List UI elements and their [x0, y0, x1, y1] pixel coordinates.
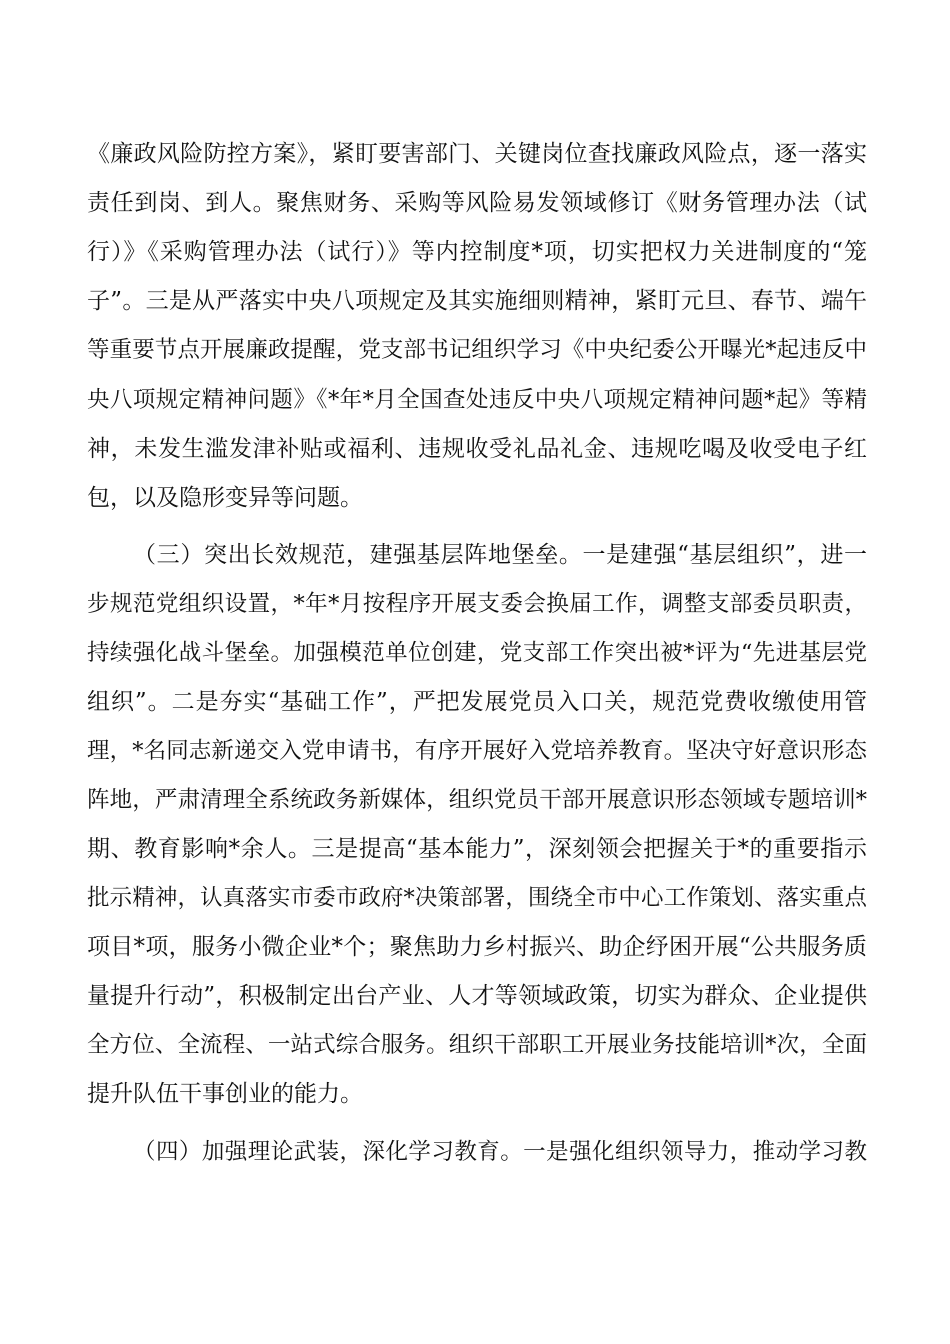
text-line: 阵地，严肃清理全系统政务新媒体，组织党员干部开展意识形态领域专题培训* — [87, 787, 867, 813]
text-line: 责任到岗、到人。聚焦财务、采购等风险易发领域修订《财务管理办法（试 — [87, 190, 867, 216]
text-line: 期、教育影响*余人。三是提高“基本能力”，深刻领会把握关于*的重要指示 — [87, 836, 867, 862]
paragraph-heading-4: （四）加强理论武装，深化学习教育。一是强化组织领导力，推动学习教 — [133, 1139, 867, 1165]
text-line: 理，*名同志新递交入党申请书，有序开展好入党培养教育。坚决守好意识形态 — [87, 738, 867, 764]
text-line: 子”。三是从严落实中央八项规定及其实施细则精神，紧盯元旦、春节、端午 — [87, 288, 867, 314]
text-line: 组织”。二是夯实“基础工作”，严把发展党员入口关，规范党费收缴使用管 — [87, 689, 867, 715]
text-line: 批示精神，认真落实市委市政府*决策部署，围绕全市中心工作策划、落实重点 — [87, 885, 867, 911]
text-line: 提升队伍干事创业的能力。 — [87, 1081, 363, 1107]
text-line: 全方位、全流程、一站式综合服务。组织干部职工开展业务技能培训*次，全面 — [87, 1032, 867, 1058]
text-line: 央八项规定精神问题》《*年*月全国查处违反中央八项规定精神问题*起》等精 — [87, 387, 867, 413]
text-line: 包，以及隐形变异等问题。 — [87, 485, 363, 511]
text-line: 神，未发生滥发津补贴或福利、违规收受礼品礼金、违规吃喝及收受电子红 — [87, 436, 867, 462]
paragraph-heading-3: （三）突出长效规范，建强基层阵地堡垒。一是建强“基层组织”，进一 — [133, 542, 867, 568]
text-line: 《廉政风险防控方案》，紧盯要害部门、关键岗位查找廉政风险点，逐一落实 — [87, 141, 867, 167]
text-line: 行）》《采购管理办法（试行）》等内控制度*项，切实把权力关进制度的“笼 — [87, 239, 867, 265]
text-line: 量提升行动”，积极制定出台产业、人才等领域政策，切实为群众、企业提供 — [87, 983, 867, 1009]
text-line: 步规范党组织设置，*年*月按程序开展支委会换届工作，调整支部委员职责， — [87, 591, 867, 617]
text-line: 项目*项，服务小微企业*个；聚焦助力乡村振兴、助企纾困开展“公共服务质 — [87, 934, 867, 960]
text-line: 持续强化战斗堡垒。加强模范单位创建，党支部工作突出被*评为“先进基层党 — [87, 640, 867, 666]
text-line: 等重要节点开展廉政提醒，党支部书记组织学习《中央纪委公开曝光*起违反中 — [87, 337, 867, 363]
